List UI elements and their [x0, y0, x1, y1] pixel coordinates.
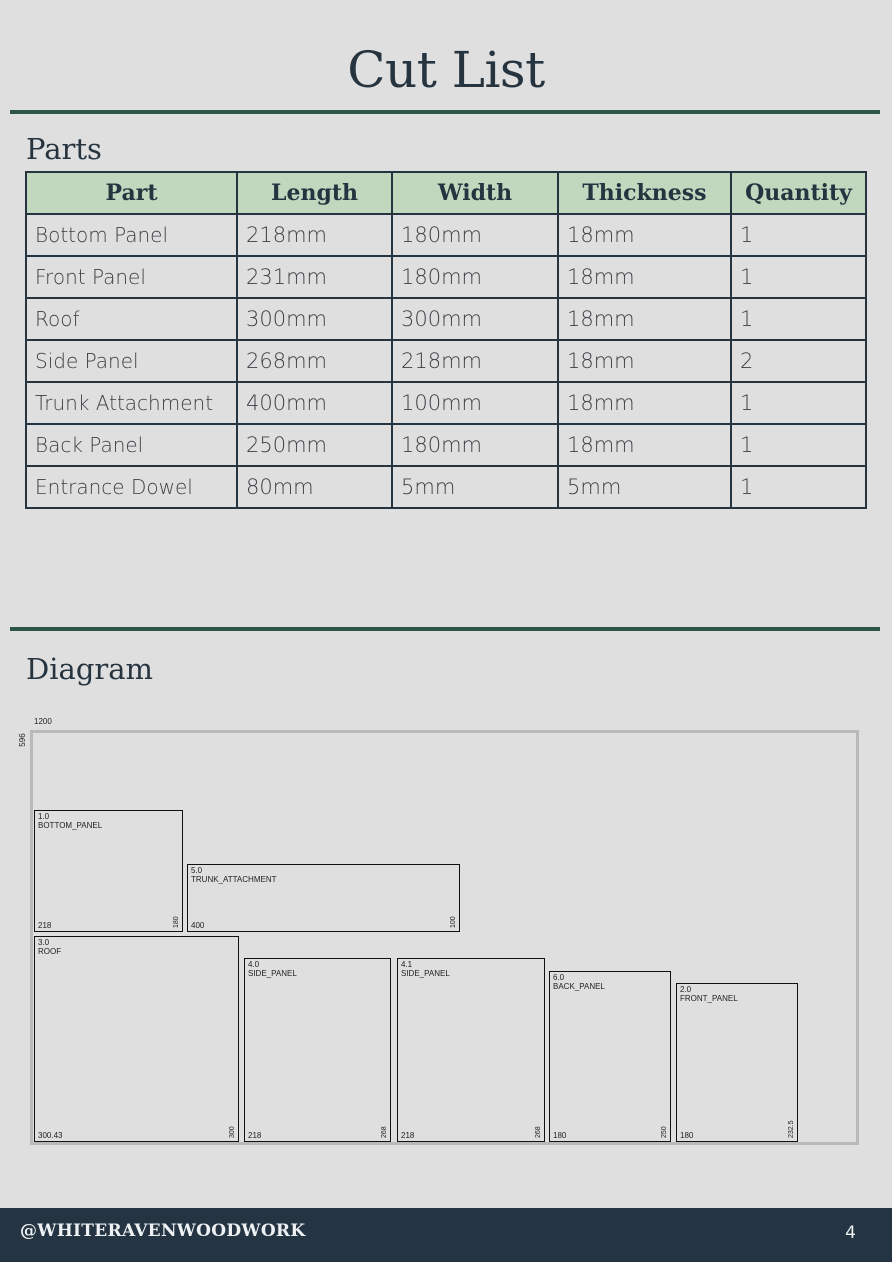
piece-id: 2.0: [680, 985, 692, 994]
cell-thickness: 18mm: [558, 382, 731, 424]
piece-outline: [677, 984, 798, 1142]
table-header-row: [26, 172, 866, 214]
diagram-piece: [188, 865, 460, 932]
cell-quantity: 1: [731, 298, 866, 340]
piece-id: 3.0: [38, 938, 50, 947]
piece-name: SIDE_PANEL: [401, 969, 450, 978]
cell-length: 300mm: [237, 298, 392, 340]
piece-height-label: 180: [173, 916, 180, 928]
cell-quantity: 1: [731, 214, 866, 256]
column-header-part: Part: [26, 172, 237, 214]
cell-part: Side Panel: [26, 340, 237, 382]
piece-id: 4.0: [248, 960, 260, 969]
cell-thickness: 18mm: [558, 214, 731, 256]
cell-width: 180mm: [392, 256, 558, 298]
piece-outline: [550, 972, 671, 1142]
page-number: 4: [845, 1223, 856, 1243]
cell-length: 80mm: [237, 466, 392, 508]
piece-id: 4.1: [401, 960, 413, 969]
cell-part: Bottom Panel: [26, 214, 237, 256]
cell-part: Back Panel: [26, 424, 237, 466]
cell-thickness: 5mm: [558, 466, 731, 508]
piece-width-label: 180: [553, 1131, 567, 1140]
diagram-piece: [550, 972, 671, 1142]
cell-quantity: 1: [731, 382, 866, 424]
piece-outline: [245, 959, 391, 1142]
cell-length: 400mm: [237, 382, 392, 424]
table-row: [26, 424, 866, 466]
cutting-diagram-canvas: [0, 700, 892, 1160]
sheet-width-label: 1200: [34, 717, 52, 726]
cell-quantity: 1: [731, 466, 866, 508]
table-row: [26, 298, 866, 340]
diagram-heading: Diagram: [26, 652, 154, 686]
piece-width-label: 180: [680, 1131, 694, 1140]
table-row: [26, 382, 866, 424]
cell-width: 5mm: [392, 466, 558, 508]
cell-part: Roof: [26, 298, 237, 340]
column-header-quantity: Quantity: [731, 172, 866, 214]
piece-width-label: 218: [248, 1131, 262, 1140]
section-divider: [10, 627, 880, 631]
piece-width-label: 300.43: [38, 1131, 63, 1140]
diagram-piece: [398, 959, 545, 1142]
cell-width: 218mm: [392, 340, 558, 382]
table-row: [26, 214, 866, 256]
cell-thickness: 18mm: [558, 424, 731, 466]
cell-length: 231mm: [237, 256, 392, 298]
piece-height-label: 232.5: [788, 1120, 795, 1138]
cell-width: 180mm: [392, 214, 558, 256]
cell-part: Front Panel: [26, 256, 237, 298]
piece-id: 6.0: [553, 973, 565, 982]
piece-id: 5.0: [191, 866, 203, 875]
diagram-piece: [35, 811, 183, 932]
cell-width: 100mm: [392, 382, 558, 424]
footer-bar: [0, 1208, 892, 1262]
cell-thickness: 18mm: [558, 298, 731, 340]
cell-quantity: 2: [731, 340, 866, 382]
piece-outline: [398, 959, 545, 1142]
piece-height-label: 100: [450, 916, 457, 928]
sheet-height-label: 596: [18, 733, 27, 747]
cell-part: Trunk Attachment: [26, 382, 237, 424]
table-row: [26, 340, 866, 382]
piece-name: TRUNK_ATTACHMENT: [191, 875, 277, 884]
column-header-thickness: Thickness: [558, 172, 731, 214]
cell-length: 250mm: [237, 424, 392, 466]
parts-heading: Parts: [26, 132, 102, 166]
piece-name: BACK_PANEL: [553, 982, 605, 991]
piece-name: FRONT_PANEL: [680, 994, 738, 1003]
diagram-piece: [35, 937, 239, 1142]
piece-name: SIDE_PANEL: [248, 969, 297, 978]
cell-quantity: 1: [731, 424, 866, 466]
cutting-diagram: [0, 700, 892, 1160]
piece-width-label: 400: [191, 921, 205, 930]
piece-outline: [35, 937, 239, 1142]
piece-width-label: 218: [38, 921, 52, 930]
cell-length: 268mm: [237, 340, 392, 382]
column-header-width: Width: [392, 172, 558, 214]
piece-height-label: 268: [535, 1126, 542, 1138]
piece-name: ROOF: [38, 947, 62, 956]
cell-part: Entrance Dowel: [26, 466, 237, 508]
piece-height-label: 250: [661, 1126, 668, 1138]
cell-thickness: 18mm: [558, 256, 731, 298]
title-divider: [10, 110, 880, 114]
table-row: [26, 466, 866, 508]
table-row: [26, 256, 866, 298]
column-header-length: Length: [237, 172, 392, 214]
piece-name: BOTTOM_PANEL: [38, 821, 103, 830]
cell-quantity: 1: [731, 256, 866, 298]
piece-height-label: 300: [229, 1126, 236, 1138]
cell-thickness: 18mm: [558, 340, 731, 382]
cell-width: 180mm: [392, 424, 558, 466]
sheet-outline: [32, 732, 858, 1144]
piece-height-label: 268: [381, 1126, 388, 1138]
cut-list-table: [25, 171, 867, 509]
diagram-pieces: [35, 811, 798, 1142]
cell-length: 218mm: [237, 214, 392, 256]
diagram-piece: [245, 959, 391, 1142]
cell-width: 300mm: [392, 298, 558, 340]
piece-width-label: 218: [401, 1131, 415, 1140]
diagram-piece: [677, 984, 798, 1142]
page-title: Cut List: [347, 41, 545, 99]
piece-id: 1.0: [38, 812, 50, 821]
footer-handle: @WHITERAVENWOODWORK: [20, 1221, 306, 1241]
